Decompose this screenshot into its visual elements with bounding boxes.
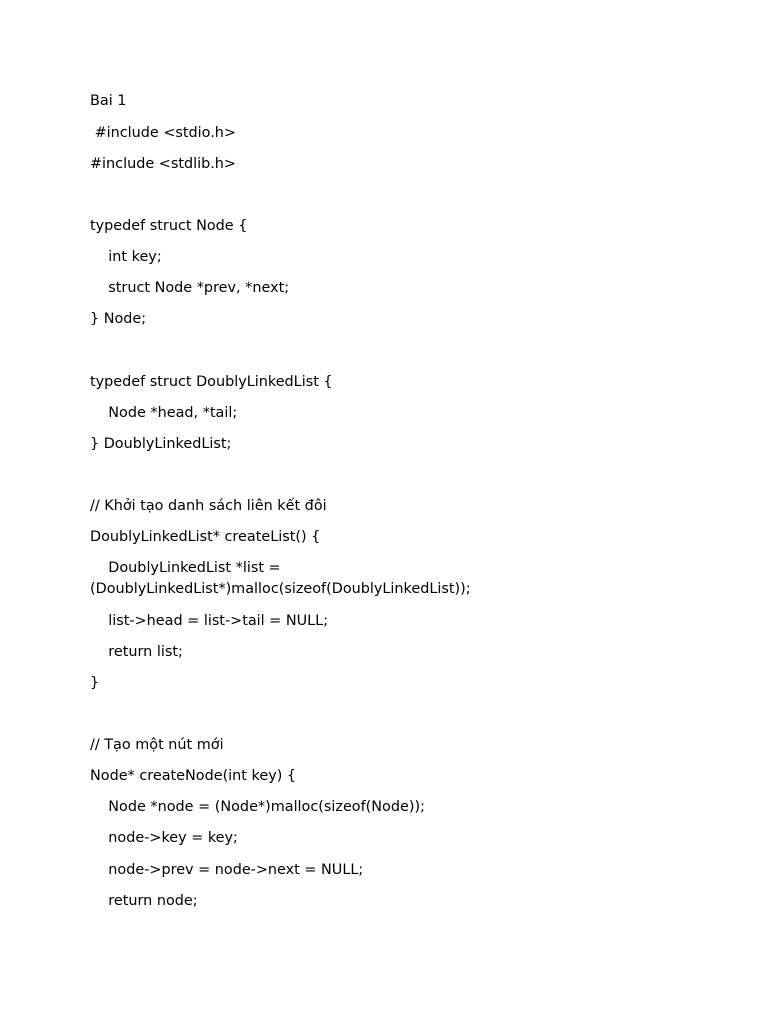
code-line: node->key = key; bbox=[90, 830, 238, 846]
code-line: struct Node *prev, *next; bbox=[90, 280, 290, 296]
code-comment: // Tạo một nút mới bbox=[90, 737, 224, 753]
code-line: return list; bbox=[90, 644, 183, 660]
code-line: DoublyLinkedList *list = bbox=[90, 560, 281, 576]
code-line: typedef struct Node { bbox=[90, 218, 248, 234]
code-line: } bbox=[90, 675, 100, 691]
code-line: int key; bbox=[90, 249, 162, 265]
code-line: node->prev = node->next = NULL; bbox=[90, 862, 364, 878]
code-line: } Node; bbox=[90, 311, 147, 327]
code-comment: // Khởi tạo danh sách liên kết đôi bbox=[90, 498, 327, 514]
code-line: DoublyLinkedList* createList() { bbox=[90, 529, 321, 545]
code-line: Node *head, *tail; bbox=[90, 405, 238, 421]
code-line: } DoublyLinkedList; bbox=[90, 436, 232, 452]
doc-heading: Bai 1 bbox=[90, 93, 127, 109]
code-line: #include <stdlib.h> bbox=[90, 156, 236, 172]
code-line: return node; bbox=[90, 893, 198, 909]
code-line: Node* createNode(int key) { bbox=[90, 768, 297, 784]
code-line: list->head = list->tail = NULL; bbox=[90, 613, 329, 629]
code-line: (DoublyLinkedList*)malloc(sizeof(DoublyLinkedList)); bbox=[90, 581, 471, 597]
code-line: #include <stdio.h> bbox=[90, 125, 236, 141]
code-line: Node *node = (Node*)malloc(sizeof(Node)); bbox=[90, 799, 425, 815]
code-line: typedef struct DoublyLinkedList { bbox=[90, 374, 333, 390]
